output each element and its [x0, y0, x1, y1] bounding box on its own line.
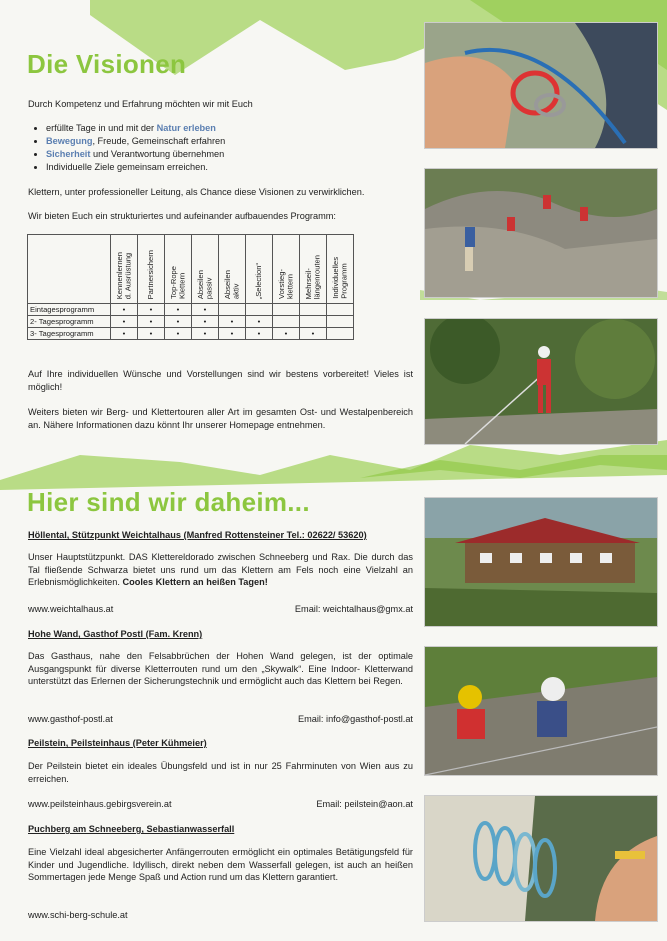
website-link-gasthof-postl[interactable]: www.gasthof-postl.at — [28, 714, 113, 724]
table-cell — [300, 316, 327, 328]
photo-weichtalhaus — [424, 497, 658, 627]
table-cell: • — [111, 316, 138, 328]
website-link-schi-berg-schule[interactable]: www.schi-berg-schule.at — [28, 910, 128, 920]
email-peilstein[interactable]: Email: peilstein@aon.at — [316, 799, 413, 809]
table-cell: • — [165, 316, 192, 328]
photo-young-climbers-helmets — [424, 646, 658, 776]
email-gasthof-postl[interactable]: Email: info@gasthof-postl.at — [297, 714, 413, 724]
location-text-hoellental: Unser Hauptstützpunkt. DAS Klettereldorado zwischen Schneeberg und Rax. Die durch das Tal fließende Schwarza bietet uns rund um das Klettern am Fels noch eine Vielzahl an Erlebnismöglichkeiten. Cooles Klettern an heißen Tagen! — [28, 552, 413, 587]
column-header: Abseilen aktiv — [219, 235, 246, 304]
paragraph-programm: Wir bieten Euch ein strukturiertes und aufeinander aufbauendes Programm: — [28, 211, 336, 221]
column-header: Mehrseil- längenrouten — [300, 235, 327, 304]
table-row — [28, 328, 354, 340]
table-cell: • — [219, 328, 246, 340]
photo-climbers-rockface — [424, 168, 658, 298]
bullet-item: • Bewegung, Freude, Gemeinschaft erfahren — [46, 135, 426, 148]
photo-climbing-gear-harness — [424, 22, 658, 149]
table-cell — [327, 328, 354, 340]
program-table — [27, 234, 354, 340]
table-cell: • — [273, 328, 300, 340]
website-link-peilsteinhaus[interactable]: www.peilsteinhaus.gebirgsverein.at — [28, 799, 172, 809]
website-link-weichtalhaus[interactable]: www.weichtalhaus.at — [28, 604, 114, 614]
table-header-row — [28, 235, 354, 304]
location-text-puchberg: Eine Vielzahl ideal abgesicherter Anfängerrouten ermöglicht ein optimales Betätigungsfeld für Kinder und Jugendliche. Idyllisch, direkt neben dem Wasserfall gelegen, ist auch an heißen Sommertagen jede Menge Spaß und Action rund um das Klettern garantiert. — [28, 847, 413, 882]
table-corner-cell — [28, 235, 111, 304]
table-row — [28, 316, 354, 328]
table-cell — [219, 304, 246, 316]
table-cell: • — [219, 316, 246, 328]
photo-carabiners-closeup — [424, 795, 658, 922]
column-header: Individuelles Programm — [327, 235, 354, 304]
section-title-visionen: Die Visionen — [27, 49, 187, 79]
location-header-puchberg: Puchberg am Schneeberg, Sebastianwasserfall — [28, 824, 235, 834]
table-cell: • — [138, 316, 165, 328]
location-header-hohe-wand: Hohe Wand, Gasthof Postl (Fam. Krenn) — [28, 629, 203, 639]
table-cell: • — [246, 328, 273, 340]
photo-abseiling-forest — [424, 318, 658, 445]
table-cell: • — [111, 304, 138, 316]
paragraph-wuensche: Auf Ihre individuellen Wünsche und Vorstellungen sind wir bestens vorbereitet! Vieles ist möglich! — [28, 369, 413, 392]
table-cell — [300, 304, 327, 316]
table-cell: • — [192, 328, 219, 340]
paragraph-touren: Weiters bieten wir Berg- und Klettertouren aller Art im gesamten Ost- und Westalpenbereich an. Nähere Informationen dazu könnt Ihr unserer Homepage entnehmen. — [28, 407, 413, 430]
column-header: Abseilen passiv — [192, 235, 219, 304]
email-weichtalhaus[interactable]: Email: weichtalhaus@gmx.at — [294, 604, 413, 614]
column-header: Vorstieg- klettern — [273, 235, 300, 304]
bullet-item: • Sicherheit und Verantwortung übernehmen — [46, 148, 426, 161]
column-header: Kennenlernen d. Ausrüstung — [111, 235, 138, 304]
section-title-daheim: Hier sind wir daheim... — [27, 487, 310, 517]
column-header: Top-Rope Klettern — [165, 235, 192, 304]
location-text-peilstein: Der Peilstein bietet ein ideales Übungsfeld und ist in nur 25 Fahrminuten von Wien aus zu erreichen. — [28, 761, 413, 784]
table-cell: • — [300, 328, 327, 340]
table-cell: • — [192, 304, 219, 316]
location-text-hohe-wand: Das Gasthaus, nahe den Felsabbrüchen der Hohen Wand gelegen, ist der optimale Ausgangspunkt für diverse Kletterrouten rund um den „Skywalk“. Eine Indoor- Kletterwand unterstützt das Erlernen der Sicherungstechnik und ermöglicht auch das Klettern bei Regen. — [28, 651, 413, 686]
table-cell: • — [111, 328, 138, 340]
row-label: Eintagesprogramm — [28, 304, 111, 316]
table-row — [28, 304, 354, 316]
column-header: Partnersichern — [138, 235, 165, 304]
table-cell — [246, 304, 273, 316]
table-cell — [273, 304, 300, 316]
bullet-item: • erfüllte Tage in und mit der Natur erleben — [46, 122, 426, 135]
column-header: „Selection“ — [246, 235, 273, 304]
row-label: 2- Tagesprogramm — [28, 316, 111, 328]
bullet-item: • Individuelle Ziele gemeinsam erreichen. — [46, 161, 426, 174]
table-cell: • — [192, 316, 219, 328]
table-cell: • — [138, 328, 165, 340]
table-cell: • — [246, 316, 273, 328]
table-cell — [327, 316, 354, 328]
location-header-peilstein: Peilstein, Peilsteinhaus (Peter Kühmeier) — [28, 738, 207, 748]
table-cell: • — [165, 328, 192, 340]
vision-bullet-list — [28, 122, 426, 174]
paragraph-klettern: Klettern, unter professioneller Leitung, als Chance diese Visionen zu verwirklichen. — [28, 187, 365, 197]
row-label: 3- Tagesprogramm — [28, 328, 111, 340]
location-header-hoellental: Höllental, Stützpunkt Weichtalhaus (Manfred Rottensteiner Tel.: 02622/ 53620) — [28, 530, 367, 540]
table-cell: • — [138, 304, 165, 316]
table-cell — [327, 304, 354, 316]
intro-text: Durch Kompetenz und Erfahrung möchten wir mit Euch — [28, 99, 253, 109]
table-cell: • — [165, 304, 192, 316]
table-cell — [273, 316, 300, 328]
